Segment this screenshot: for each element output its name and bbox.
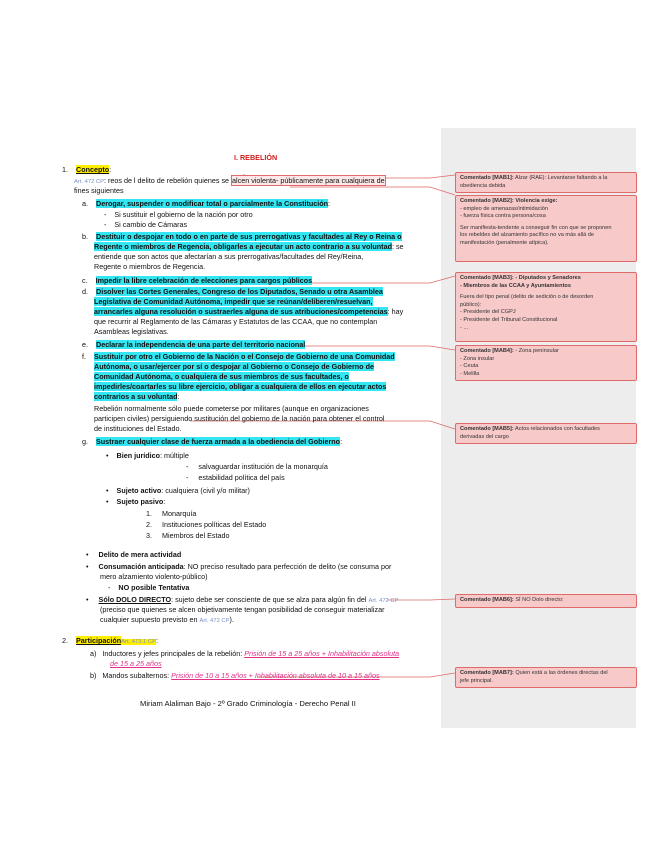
item-g-text: Sustraer cualquier clase de fuerza armada a la obediencia del Gobierno (96, 437, 341, 446)
item-f-line-5 (94, 392, 179, 402)
item-f-text: Autónoma, o usar/ejercer por sí o despojar al Gobierno o Consejo de Gobierno de (94, 362, 374, 371)
comment-head: Comentado [MAB6]: (460, 597, 514, 603)
bien-juridico: • Bien jurídico: múltiple (106, 451, 189, 460)
comment-line: - ... (460, 324, 469, 331)
heading-participacion: Participación (76, 636, 122, 645)
item-b-text: Regente o miembros de Regencia, obligarles a ejecutar un acto contrario a su voluntad (94, 242, 392, 251)
comment-head: - Zona peninsular (513, 348, 559, 354)
section-number: 1. (62, 165, 68, 174)
item-d-text: Legislativa de Comunidad Autónoma, impedir que se reúnan/deliberen/resuelvan, (94, 297, 373, 306)
no-tentativa: - NO posible Tentativa (108, 583, 190, 592)
comment-head: Comentado [MAB4]: (460, 348, 514, 354)
consumacion: • Consumación anticipada: NO preciso resultado para perfección de delito (se consuma por (86, 562, 392, 571)
section-number: 2. (62, 636, 68, 645)
section-1-heading (62, 165, 111, 175)
heading-concepto: Concepto (76, 165, 110, 174)
dolo-line-2: (preciso que quienes se alcen objetivamente tengan posibilidad de conseguir materializar (100, 605, 385, 614)
comment-head: Actos relacionados con facultades (513, 426, 600, 432)
item-f-line-8: de instituciones del Estado. (94, 424, 182, 433)
def-highlight: alcen violenta- públicamente para cualquiera de (232, 176, 385, 185)
value: : cualquiera (civil y/o militar) (161, 486, 250, 495)
item-g (82, 437, 342, 447)
item-f-line-4 (94, 382, 386, 392)
item-d-line-5: Asambleas legislativas. (94, 327, 169, 336)
participacion-a-line-2 (110, 659, 162, 669)
numbered-item-text: Monarquía (162, 509, 197, 518)
text: Mandos subalternos: (102, 671, 172, 680)
sub-item: - Si sustituir el gobierno de la nación por otro (104, 210, 253, 219)
item-b-line-2 (94, 242, 404, 252)
item-d-line-3 (94, 307, 403, 317)
numbered-item: 3. Miembros del Estado (146, 531, 230, 540)
label: Bien jurídico (116, 451, 161, 460)
item-label: d. (82, 287, 88, 296)
item-a (82, 199, 330, 209)
comment-mab2[interactable] (455, 195, 637, 262)
comment-head: Comentado [MAB2]: (460, 198, 514, 204)
sub-item: - Si cambio de Cámaras (104, 220, 188, 229)
document-title: I. REBELIÓN (234, 153, 278, 162)
comment-line: - Presidente del Tribunal Constitucional (460, 316, 558, 323)
dolo-directo: • Sólo DOLO DIRECTO: sujeto debe ser consciente de que se alza para algún fin del Art. 472 CP (86, 595, 399, 604)
item-c (82, 276, 312, 286)
value: : sujeto debe ser consciente de que se alza para algún fin del (171, 595, 369, 604)
comment-head: Violencia exige: (513, 198, 558, 204)
item-f-text: contrarios a su voluntad (94, 392, 178, 401)
comment-mab7[interactable] (455, 667, 637, 688)
colon: : (155, 636, 158, 645)
comment-mab4[interactable] (455, 345, 637, 381)
comment-mab6[interactable] (455, 594, 637, 608)
text: Inductores y jefes principales de la rebelión: (102, 649, 245, 658)
comment-head: Comentado [MAB1]: (460, 175, 514, 181)
item-f-line-3 (94, 372, 349, 382)
sujeto-pasivo: • Sujeto pasivo: (106, 497, 166, 506)
comment-line: - Ceuta (460, 363, 479, 370)
item-d-line-4: que recurrir al Reglamento de las Cámaras y Estatutos de las CCAA, que no contemplan (94, 317, 378, 326)
item-d-text: : hay (387, 307, 404, 316)
label: Sujeto activo (116, 486, 162, 495)
item-b-text: : se (391, 242, 404, 251)
item-e (82, 340, 305, 350)
comment-line: derivadas del cargo (460, 433, 509, 440)
item-label: a. (82, 199, 88, 208)
item-f-text: Comunidad Autónoma, o cualquiera de sus miembros de sus facultades, o (94, 372, 349, 381)
item-d-text: Disolver las Cortes Generales, Congreso de los Diputados, Senado u otra Asamblea (96, 287, 383, 296)
article-ref[interactable]: Art. 473.1 CP (121, 639, 156, 645)
label: Consumación anticipada (98, 562, 184, 571)
item-d (82, 287, 383, 297)
comment-mab3[interactable] (455, 272, 637, 342)
comment-line: - fuerza física contra persona/cosa (460, 213, 546, 220)
comment-line: - Miembros de las CCAA y Ayuntamientos (460, 282, 571, 289)
comment-mab5[interactable] (455, 423, 637, 444)
item-f-text: impedirles/coartarles su libre ejercicio, obligar a cualquiera de ellos en ejecutar actos (94, 382, 387, 391)
text: NO posible Tentativa (118, 583, 190, 592)
value: : múltiple (160, 451, 189, 460)
comment-line: público): (460, 301, 482, 308)
item-f (82, 352, 395, 362)
comment-line: manifestación (penalmente atípica). (460, 239, 549, 246)
participacion-b (90, 671, 380, 681)
item-b-text: Destituir o despojar en todo o en parte de sus prerrogativas y facultades al Rey o Reina o (96, 232, 402, 241)
article-ref[interactable]: Art. 472 CP (368, 598, 399, 604)
comment-line: Ser manifiesta-tendente a conseguir fin con que se proponen (460, 224, 612, 231)
colon: : (340, 437, 343, 446)
sub-item-text: Si sustituir el gobierno de la nación por otro (114, 210, 253, 219)
item-label: b. (82, 232, 88, 241)
text: Delito de mera actividad (98, 550, 182, 559)
comment-head: Comentado [MAB3]: (460, 275, 514, 281)
item-label: f. (82, 352, 86, 361)
item-f-text: Sustituir por otro el Gobierno de la Nación o el Consejo de Gobierno de una Comunidad (94, 352, 395, 361)
item-a-text: Derogar, suspender o modificar total o parcialmente la Constitución (96, 199, 329, 208)
comment-line: - empleo de amenazas/intimidación (460, 205, 548, 212)
numbered-item: 1. Monarquía (146, 509, 197, 518)
sub-item-text: estabilidad política del país (198, 473, 285, 482)
sub-item-text: Si cambio de Cámaras (114, 220, 188, 229)
colon: : (328, 199, 331, 208)
participacion-a (90, 649, 399, 659)
item-b (82, 232, 402, 242)
item-label: e. (82, 340, 88, 349)
item-b-line-3: entiende que son actos que afectarían a sus prerrogativas/facultades del Rey/Reina, (94, 252, 364, 261)
comment-head: SÍ NO Dolo directo: (513, 597, 564, 603)
item-b-line-4: Regente o miembros de Regencia. (94, 262, 206, 271)
item-label: a) (90, 649, 97, 658)
article-ref[interactable]: Art. 472 CP (199, 618, 230, 624)
numbered-item: 2. Instituciones políticas del Estado (146, 520, 267, 529)
comment-head: - Diputados y Senadores (513, 275, 581, 281)
delito-mera-actividad: • Delito de mera actividad (86, 550, 182, 559)
comment-line: Fuera del tipo penal (delito de sedición o de desorden (460, 294, 594, 301)
item-label: c. (82, 276, 88, 285)
text: ). (229, 615, 234, 624)
item-label: b) (90, 671, 97, 680)
comment-line: jefe principal. (460, 677, 493, 684)
comment-head: Comentado [MAB5]: (460, 426, 514, 432)
comment-line: obediencia debida (460, 182, 506, 189)
item-f-line-2 (94, 362, 374, 372)
section-2-heading (62, 636, 158, 648)
value: : (163, 497, 166, 506)
numbered-item-text: Miembros del Estado (162, 531, 230, 540)
sub-item: - estabilidad política del país (186, 473, 285, 482)
item-d-line-2 (94, 297, 373, 307)
text: cualquier supuesto previsto en (100, 615, 200, 624)
comment-line: - Melilla (460, 370, 480, 377)
sub-item: - salvaguardar institución de la monarquía (186, 462, 328, 471)
comment-mab1[interactable] (455, 172, 637, 193)
item-f-text: : (177, 392, 180, 401)
comment-line: - Presidente del CGPJ (460, 309, 516, 316)
def-text: : reos de l delito de rebelión quienes se (103, 176, 232, 185)
item-f-line-7: participen civiles) persiguiendo sustitución del gobierno de la nación para obtener el control (94, 414, 385, 423)
label: Sujeto pasivo (116, 497, 164, 506)
dolo-line-3 (100, 615, 234, 627)
item-c-text: Impedir la libre celebración de elecciones para cargos públicos (95, 276, 313, 285)
sujeto-activo: • Sujeto activo: cualquiera (civil y/o militar) (106, 486, 250, 495)
label: Sólo DOLO DIRECTO (98, 595, 172, 604)
comment-line: Alzar (RAE): Levantarse faltando a la (515, 175, 608, 181)
value: : NO preciso resultado para perfección de delito (se consuma por (183, 562, 392, 571)
sub-item-text: salvaguardar institución de la monarquía (198, 462, 328, 471)
numbered-item-text: Instituciones políticas del Estado (162, 520, 267, 529)
definition-line-2: fines siguientes (74, 186, 124, 195)
comment-line: - Zona insular (460, 355, 495, 362)
penalty: Prisión de 15 a 25 años + Inhabilitación absoluta (244, 649, 400, 658)
consumacion-line-2: mero alzamiento violento-público) (100, 572, 208, 581)
page-footer: Miriam Alaliman Bajo - 2º Grado Criminología - Derecho Penal II (140, 699, 356, 708)
item-d-text: arrancarles alguna resolución o sustraerles alguna de sus atribuciones/competencias (94, 307, 388, 316)
penalty: Prisión de 10 a 15 años + Inhabilitación absoluta de 10 a 15 años (171, 671, 380, 680)
colon: : (109, 165, 112, 174)
item-e-text: Declarar la independencia de una parte del territorio nacional (96, 340, 306, 349)
item-label: g. (82, 437, 88, 446)
comment-head: Comentado [MAB7]: (460, 670, 514, 676)
item-f-line-6: Rebelión normalmente sólo puede cometerse por militares (aunque en organizaciones (94, 404, 369, 413)
penalty: de 15 a 25 años (110, 659, 162, 668)
comment-head: Quien está a las órdenes directas del (513, 670, 608, 676)
article-ref[interactable]: Art. 472 CP (74, 179, 104, 185)
comment-line: los rebeldes del alzamiento pacífico no va más allá de (460, 232, 595, 239)
